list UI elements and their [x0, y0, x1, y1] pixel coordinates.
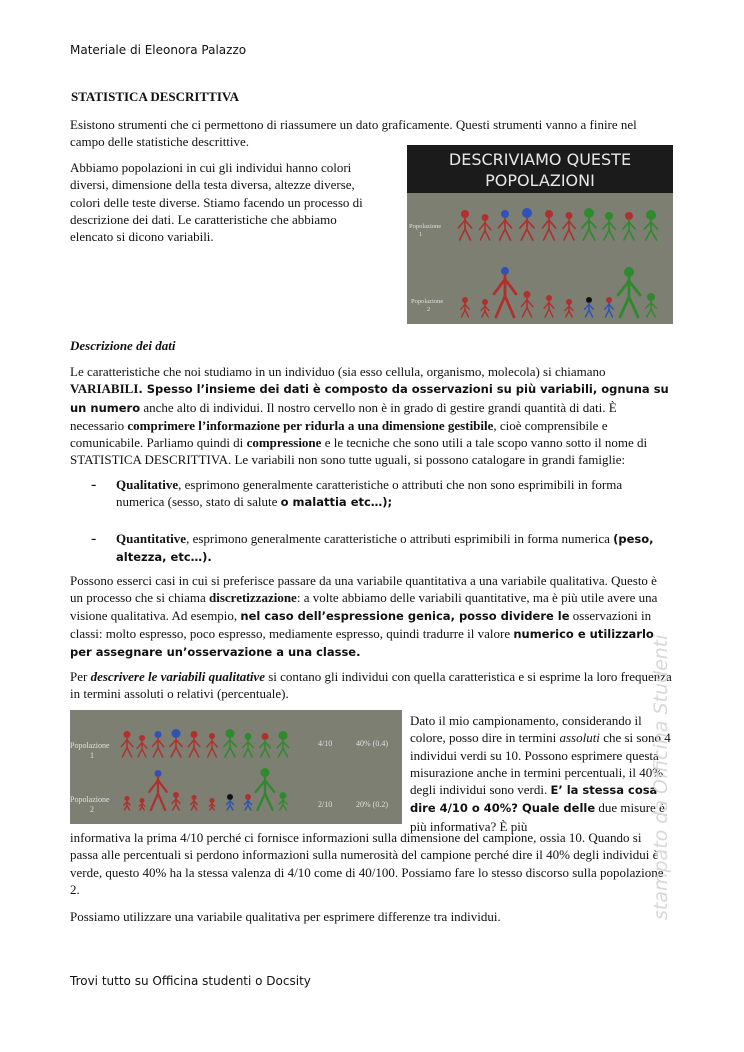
figure-title-line2: POPOLAZIONI	[485, 171, 595, 190]
svg-text:2: 2	[90, 805, 94, 814]
intro-paragraph-2: Abbiamo popolazioni in cui gli individui hanno colori diversi, dimensione della testa diversa, altezze diverse, colori delle teste diverse. Stiamo facendo un processo di descrizione dei dati. Le caratteristiche che abbiamo elencato si dicono variabili.	[70, 160, 363, 245]
populations-figure	[407, 145, 673, 324]
frequency-figure	[70, 710, 402, 824]
section-heading: Descrizione dei dati	[70, 338, 176, 353]
svg-text:1: 1	[419, 231, 423, 238]
qualitative-paragraph: Per descrivere le variabili qualitative si contano gli individui con quella caratteristica e si esprime la loro frequenza in termini assoluti o relativi (percentuale).	[70, 669, 672, 702]
list-item-qualitative: - Qualitative, esprimono generalmente caratteristiche o attributi che non sono esprimibili in forma numerica (sesso, stato di salute o malattia etc…);	[91, 476, 623, 510]
side-paragraph: Dato il mio campionamento, considerando il colore, posso dire in termini assoluti che si sono 4 individui verdi su 10. Possono esprimere questa misurazione anche in termini percentuali, il 40% degli individui sono verdi. E’ la stessa cosa dire 4/10 o 40%? Quale delle due misure è più informativa? È più	[410, 713, 671, 834]
population-2-label: Popolazione	[411, 298, 444, 305]
fraction-pop2: 2/10	[318, 800, 333, 809]
percent-pop1: 40% (0.4)	[356, 739, 388, 748]
closing-paragraph: Possiamo utilizzare una variabile qualitativa per esprimere differenze tra individui.	[70, 909, 501, 924]
variable-types-list	[70, 476, 672, 566]
svg-text:1: 1	[90, 751, 94, 760]
page-footer: Trovi tutto su Officina studenti o Docsity	[70, 974, 311, 988]
watermark: stampato da Officina Studenti	[650, 634, 672, 920]
informative-paragraph: informativa la prima 4/10 perché ci fornisce informazioni sulla dimensione del campione, ossia 10. Quando si passa alle percentuali si perdono informazioni sulla numerosità del campione perché dire il 40% degli individui è verde, questo 40% ha la stessa valenza di 4/10 come di 40/100. Possiamo fare lo stesso discorso sulla popolazione 2.	[70, 830, 664, 897]
intro-paragraph: Esistono strumenti che ci permettono di riassumere un dato graficamente. Questi strumenti vanno a finire nel campo delle statistiche descrittive.	[70, 117, 637, 150]
page-title: STATISTICA DESCRITTIVA	[71, 89, 239, 104]
variables-paragraph: Le caratteristiche che noi studiamo in un individuo (sia esso cellula, organismo, molecola) si chiamano VARIABILI. Spesso l’insieme dei dati è composto da osservazioni su più variabili, ognuna su un numero anche alto di individui. Il nostro cervello non è in grado di gestire grandi quantità di dati. È necessario comprimere l’informazione per ridurla a una dimensione gestibile, cioè comprensibile e comunicabile. Parliamo quindi di compressione e le tecniche che sono utili a tale scopo vanno sotto il nome di STATISTICA DESCRITTIVA. Le variabili non sono tutte uguali, si possono catalogare in grandi famiglie:	[70, 364, 669, 468]
figure-title-line1: DESCRIVIAMO QUESTE	[448, 150, 632, 169]
discretization-paragraph: Possono esserci casi in cui si preferisce passare da una variabile quantitativa a una variabile qualitativa. Questo è un processo che si chiama discretizzazione: a volte abbiamo delle variabili quantitative, ma è più utile avere una visione qualitativa. Ad esempio, nel caso dell’espressione genica, posso dividere le osservazioni in classi: molto espresso, poco espresso, mediamente espresso, quindi tradurre il valore numerico e utilizzarlo per assegnare un’osservazione a una classe.	[70, 573, 658, 660]
population-2-label: Popolazione	[70, 795, 110, 804]
page-header: Materiale di Eleonora Palazzo	[70, 43, 247, 57]
population-1-label: Popolazione	[409, 223, 442, 230]
fraction-pop1: 4/10	[318, 739, 333, 748]
svg-text:2: 2	[427, 306, 431, 313]
list-item-quantitative: - Quantitative, esprimono generalmente caratteristiche o attributi esprimibili in forma numerica (peso, altezza, etc…).	[91, 529, 654, 564]
population-1-label: Popolazione	[70, 741, 110, 750]
percent-pop2: 20% (0.2)	[356, 800, 388, 809]
